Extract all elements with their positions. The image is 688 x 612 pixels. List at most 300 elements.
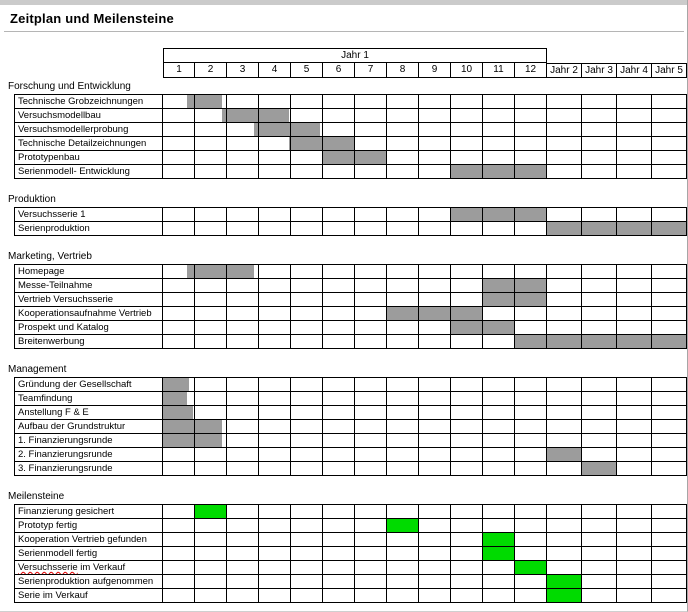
grid-cell — [515, 293, 547, 306]
grid-cell — [515, 392, 547, 405]
grid-cell — [652, 420, 687, 433]
grid-cell — [582, 208, 617, 221]
row-timeline — [163, 448, 687, 461]
grid-cell — [547, 561, 582, 574]
grid-cell — [652, 265, 687, 278]
grid-cell — [227, 561, 259, 574]
grid-cell — [617, 392, 652, 405]
grid-cell — [259, 95, 291, 108]
grid-cell — [195, 123, 227, 136]
grid-cell — [387, 95, 419, 108]
grid-cell — [195, 165, 227, 178]
grid-cell — [547, 519, 582, 532]
grid-cell — [617, 462, 652, 475]
grid-cell — [617, 109, 652, 122]
grid-cell — [227, 448, 259, 461]
grid-cell — [355, 123, 387, 136]
year1-header-row — [14, 48, 688, 63]
grid-cell — [355, 109, 387, 122]
grid-cell — [387, 208, 419, 221]
grid-cell — [652, 307, 687, 320]
grid-cell — [323, 293, 355, 306]
grid-cell — [419, 561, 451, 574]
grid-cell — [227, 151, 259, 164]
grid-cell — [515, 321, 547, 334]
grid-cell — [652, 547, 687, 560]
grid-cell — [163, 307, 195, 320]
section-table — [14, 377, 688, 476]
grid-cell — [652, 335, 687, 348]
grid-cell — [259, 505, 291, 518]
grid-cell — [259, 589, 291, 602]
grid-cell — [259, 378, 291, 391]
grid-cell — [387, 335, 419, 348]
grid-cell — [547, 420, 582, 433]
grid-cell — [387, 123, 419, 136]
grid-cell — [355, 406, 387, 419]
grid-cell — [652, 505, 687, 518]
grid-cell — [163, 589, 195, 602]
grid-cell — [617, 165, 652, 178]
grid-cell — [547, 279, 582, 292]
grid-cell — [259, 519, 291, 532]
grid-cell — [227, 589, 259, 602]
grid-cell — [617, 378, 652, 391]
grid-cell — [547, 589, 582, 602]
grid-cell — [195, 378, 227, 391]
grid-cell — [483, 448, 515, 461]
grid-cell — [291, 533, 323, 546]
grid-cell — [617, 293, 652, 306]
grid-cell — [547, 448, 582, 461]
grid-cell — [291, 321, 323, 334]
grid-cell — [355, 392, 387, 405]
gantt-row — [14, 208, 688, 222]
task-label: Gründung der Gesellschaft — [14, 378, 163, 391]
grid-cell — [652, 575, 687, 588]
grid-cell — [259, 307, 291, 320]
grid-cell — [259, 208, 291, 221]
grid-cell — [291, 561, 323, 574]
grid-cell — [419, 462, 451, 475]
grid-cell — [419, 434, 451, 447]
grid-cell — [323, 519, 355, 532]
row-timeline — [163, 335, 687, 348]
grid-cell — [259, 151, 291, 164]
grid-cell — [195, 561, 227, 574]
title-divider — [4, 31, 684, 32]
grid-cell — [451, 505, 483, 518]
task-label: Serienmodell- Entwicklung — [14, 165, 163, 178]
grid-cell — [195, 575, 227, 588]
grid-cell — [419, 448, 451, 461]
task-label: Finanzierung gesichert — [14, 505, 163, 518]
gantt-row — [14, 95, 688, 109]
month-header-cell: 7 — [355, 63, 387, 78]
grid-cell — [582, 462, 617, 475]
grid-cell — [227, 575, 259, 588]
grid-cell — [483, 561, 515, 574]
task-label: Versuchsserie 1 — [14, 208, 163, 221]
grid-cell — [355, 519, 387, 532]
section-header: Produktion — [8, 194, 56, 205]
grid-cell — [163, 151, 195, 164]
grid-cell — [355, 265, 387, 278]
grid-cell — [483, 109, 515, 122]
grid-cell — [419, 137, 451, 150]
row-timeline — [163, 547, 687, 560]
grid-cell — [451, 561, 483, 574]
grid-cell — [451, 448, 483, 461]
grid-cell — [387, 392, 419, 405]
grid-cell — [259, 279, 291, 292]
grid-cell — [617, 519, 652, 532]
grid-cell — [515, 208, 547, 221]
grid-cell — [547, 307, 582, 320]
grid-cell — [387, 279, 419, 292]
grid-cell — [483, 307, 515, 320]
grid-cell — [451, 208, 483, 221]
grid-cell — [163, 109, 195, 122]
gantt-row — [14, 505, 688, 519]
grid-cell — [582, 519, 617, 532]
grid-cell — [515, 265, 547, 278]
grid-cell — [483, 165, 515, 178]
task-label: Versuchsmodellbau — [14, 109, 163, 122]
section-table — [14, 264, 688, 349]
grid-cell — [387, 420, 419, 433]
grid-cell — [163, 378, 195, 391]
grid-cell — [582, 307, 617, 320]
grid-cell — [323, 321, 355, 334]
grid-cell — [451, 533, 483, 546]
task-label: 2. Finanzierungsrunde — [14, 448, 163, 461]
task-label: Technische Detailzeichnungen — [14, 137, 163, 150]
grid-cells — [163, 462, 687, 475]
grid-cell — [323, 279, 355, 292]
row-timeline — [163, 462, 687, 475]
grid-cell — [291, 420, 323, 433]
grid-cell — [387, 378, 419, 391]
gantt-row — [14, 165, 688, 179]
grid-cell — [259, 137, 291, 150]
grid-cell — [483, 293, 515, 306]
gantt-row — [14, 279, 688, 293]
grid-cell — [582, 561, 617, 574]
grid-cell — [652, 589, 687, 602]
grid-cell — [617, 575, 652, 588]
grid-cells — [163, 321, 687, 334]
grid-cell — [515, 434, 547, 447]
grid-cells — [163, 561, 687, 574]
grid-cell — [195, 222, 227, 235]
grid-cell — [227, 420, 259, 433]
grid-cell — [483, 279, 515, 292]
month-header-cell: 9 — [419, 63, 451, 78]
grid-cell — [387, 533, 419, 546]
grid-cell — [617, 151, 652, 164]
task-label: Serienproduktion aufgenommen — [14, 575, 163, 588]
grid-cell — [291, 109, 323, 122]
grid-cell — [515, 165, 547, 178]
grid-cell — [582, 109, 617, 122]
grid-cell — [163, 561, 195, 574]
grid-cell — [163, 123, 195, 136]
grid-cell — [483, 378, 515, 391]
grid-cell — [451, 406, 483, 419]
grid-cell — [259, 448, 291, 461]
grid-cell — [291, 406, 323, 419]
grid-cell — [163, 519, 195, 532]
gantt-row — [14, 448, 688, 462]
grid-cell — [355, 151, 387, 164]
grid-cell — [419, 392, 451, 405]
task-label: Messe-Teilnahme — [14, 279, 163, 292]
row-timeline — [163, 321, 687, 334]
grid-cell — [652, 378, 687, 391]
grid-cell — [355, 575, 387, 588]
grid-cell — [617, 321, 652, 334]
grid-cell — [652, 561, 687, 574]
grid-cell — [451, 165, 483, 178]
grid-cell — [582, 222, 617, 235]
grid-cell — [451, 547, 483, 560]
grid-cell — [547, 392, 582, 405]
page-title: Zeitplan und Meilensteine — [10, 11, 174, 26]
grid-cell — [355, 533, 387, 546]
grid-cell — [547, 265, 582, 278]
task-label: Homepage — [14, 265, 163, 278]
grid-cell — [227, 109, 259, 122]
row-timeline — [163, 505, 687, 518]
grid-cell — [419, 265, 451, 278]
grid-cell — [355, 462, 387, 475]
grid-cell — [483, 392, 515, 405]
grid-cell — [419, 151, 451, 164]
task-label: Prospekt und Katalog — [14, 321, 163, 334]
year1-header-cell: Jahr 1 — [163, 48, 547, 63]
gantt-sections — [8, 80, 688, 603]
grid-cell — [419, 378, 451, 391]
grid-cell — [291, 279, 323, 292]
grid-cell — [617, 123, 652, 136]
grid-cell — [195, 505, 227, 518]
grid-cell — [515, 561, 547, 574]
grid-cells — [163, 378, 687, 391]
grid-cell — [355, 561, 387, 574]
grid-cell — [483, 462, 515, 475]
grid-cell — [419, 165, 451, 178]
grid-cell — [515, 589, 547, 602]
grid-cell — [483, 208, 515, 221]
grid-cell — [419, 519, 451, 532]
row-timeline — [163, 293, 687, 306]
grid-cell — [547, 505, 582, 518]
grid-cell — [451, 222, 483, 235]
grid-cell — [652, 109, 687, 122]
grid-cell — [547, 208, 582, 221]
gantt-row — [14, 575, 688, 589]
grid-cell — [227, 137, 259, 150]
grid-cell — [582, 533, 617, 546]
gantt-row — [14, 589, 688, 603]
misspelled-word: Versuchsserie — [18, 562, 78, 573]
grid-cell — [387, 462, 419, 475]
grid-cell — [419, 406, 451, 419]
month-header-cell: 5 — [291, 63, 323, 78]
grid-cells — [163, 589, 687, 602]
grid-cell — [419, 321, 451, 334]
grid-cell — [515, 222, 547, 235]
grid-cell — [387, 561, 419, 574]
grid-cell — [419, 547, 451, 560]
grid-cell — [515, 505, 547, 518]
grid-cell — [547, 378, 582, 391]
grid-cell — [323, 208, 355, 221]
grid-cells — [163, 575, 687, 588]
grid-cell — [323, 165, 355, 178]
grid-cell — [547, 151, 582, 164]
grid-cell — [547, 137, 582, 150]
grid-cell — [387, 222, 419, 235]
row-timeline — [163, 420, 687, 433]
grid-cell — [515, 533, 547, 546]
grid-cell — [515, 575, 547, 588]
grid-cells — [163, 434, 687, 447]
row-timeline — [163, 165, 687, 178]
grid-cell — [582, 448, 617, 461]
grid-cell — [451, 462, 483, 475]
grid-cells — [163, 420, 687, 433]
grid-cell — [195, 265, 227, 278]
grid-cell — [387, 406, 419, 419]
grid-cell — [163, 392, 195, 405]
grid-cell — [582, 165, 617, 178]
grid-cell — [291, 575, 323, 588]
grid-cells — [163, 265, 687, 278]
gantt-chart — [8, 48, 688, 603]
grid-cells — [163, 448, 687, 461]
grid-cell — [227, 434, 259, 447]
task-label: Serienmodell fertig — [14, 547, 163, 560]
grid-cell — [227, 165, 259, 178]
task-label: Serie im Verkauf — [14, 589, 163, 602]
grid-cell — [355, 434, 387, 447]
grid-cell — [195, 279, 227, 292]
task-label: Breitenwerbung — [14, 335, 163, 348]
grid-cell — [387, 151, 419, 164]
grid-cell — [419, 123, 451, 136]
grid-cell — [617, 265, 652, 278]
grid-cell — [451, 137, 483, 150]
grid-cell — [515, 151, 547, 164]
grid-cell — [451, 420, 483, 433]
grid-cell — [163, 321, 195, 334]
grid-cell — [515, 547, 547, 560]
grid-cell — [419, 589, 451, 602]
grid-cell — [323, 434, 355, 447]
gantt-row — [14, 293, 688, 307]
gantt-row — [14, 533, 688, 547]
grid-cell — [195, 434, 227, 447]
grid-cell — [291, 165, 323, 178]
task-label: Aufbau der Grundstruktur — [14, 420, 163, 433]
gantt-row — [14, 307, 688, 321]
grid-cell — [483, 420, 515, 433]
gantt-row — [14, 222, 688, 236]
grid-cell — [323, 151, 355, 164]
grid-cell — [582, 279, 617, 292]
grid-cell — [227, 533, 259, 546]
grid-cell — [451, 589, 483, 602]
grid-cell — [355, 505, 387, 518]
grid-cell — [483, 265, 515, 278]
row-timeline — [163, 575, 687, 588]
grid-cell — [419, 420, 451, 433]
task-label: 3. Finanzierungsrunde — [14, 462, 163, 475]
grid-cell — [355, 165, 387, 178]
grid-cell — [291, 462, 323, 475]
grid-cell — [387, 519, 419, 532]
grid-cell — [323, 575, 355, 588]
grid-cell — [323, 533, 355, 546]
gantt-row — [14, 420, 688, 434]
grid-cell — [355, 293, 387, 306]
grid-cell — [195, 533, 227, 546]
grid-cell — [387, 589, 419, 602]
grid-cell — [483, 589, 515, 602]
grid-cell — [163, 406, 195, 419]
task-label: Technische Grobzeichnungen — [14, 95, 163, 108]
row-timeline — [163, 378, 687, 391]
gantt-row — [14, 378, 688, 392]
grid-cell — [163, 222, 195, 235]
grid-cell — [515, 420, 547, 433]
grid-cell — [582, 95, 617, 108]
grid-cell — [291, 505, 323, 518]
task-label: Anstellung F & E — [14, 406, 163, 419]
grid-cell — [163, 137, 195, 150]
grid-cell — [483, 519, 515, 532]
month-header-cell: 11 — [483, 63, 515, 78]
grid-cell — [451, 151, 483, 164]
grid-cell — [652, 434, 687, 447]
grid-cell — [483, 335, 515, 348]
grid-cell — [652, 293, 687, 306]
month-header-cell: 1 — [163, 63, 195, 78]
grid-cell — [323, 222, 355, 235]
grid-cell — [617, 547, 652, 560]
grid-cell — [582, 547, 617, 560]
grid-cells — [163, 505, 687, 518]
grid-cell — [195, 321, 227, 334]
grid-cell — [652, 533, 687, 546]
year-header-cell: Jahr 2 — [547, 63, 582, 78]
grid-cells — [163, 519, 687, 532]
row-timeline — [163, 279, 687, 292]
grid-cell — [582, 151, 617, 164]
grid-cell — [547, 547, 582, 560]
row-timeline — [163, 392, 687, 405]
grid-cell — [387, 293, 419, 306]
grid-cells — [163, 293, 687, 306]
section-table — [14, 94, 688, 179]
grid-cell — [547, 95, 582, 108]
grid-cell — [515, 307, 547, 320]
grid-cell — [291, 434, 323, 447]
grid-cell — [652, 519, 687, 532]
grid-cell — [617, 533, 652, 546]
